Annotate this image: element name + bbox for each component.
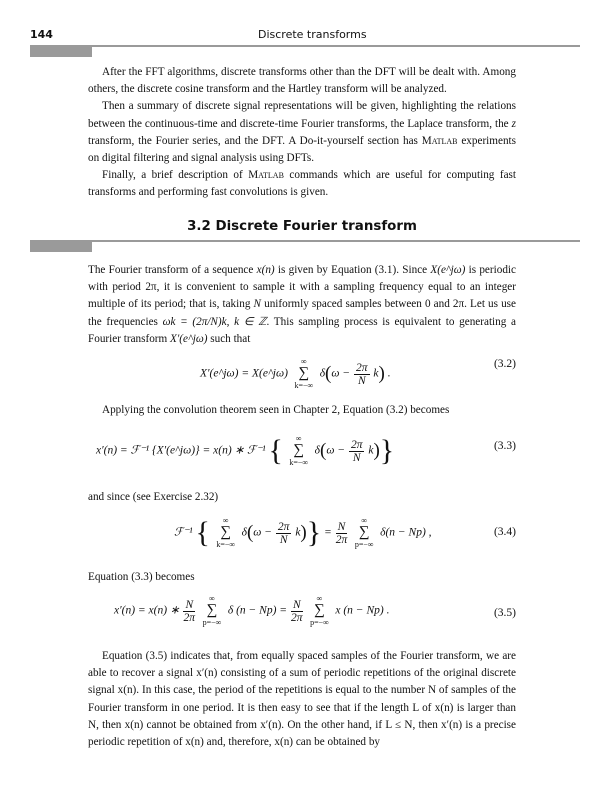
- intro-paragraph-1: After the FFT algorithms, discrete transforms other than the DFT will be dealt with. Among others, the discrete cosine transform and the Hartley transform will be analyzed.: [88, 66, 516, 96]
- equation-number: (3.4): [493, 526, 516, 538]
- equation-3-3: x′(n) = ℱ⁻¹ {X′(e^jω)} = x(n) ∗ ℱ⁻¹ { ∞ ∑ k=−∞ δ(ω − $\frac{2\pi}{N}$ k)} (3.3): [96, 434, 516, 467]
- summation: ∞ ∑ k=−∞: [289, 434, 309, 467]
- paragraph-interpretation: Equation (3.5) indicates that, from equally spaced samples of the Fourier transform, we are able to recover a signal x′(n) consisting of a sum of periodic repetitions of the original discrete signal x(n). In this case, the period of the repetitions is equal to the number N of samples of the Fourier transform in one period. It is then easy to see that if the length L of x(n) is larger than N, then x(n) cannot be obtained from x′(n). On the other hand, if L ≤ N, then x′(n) is a precise periodic repetition of x(n) and, therefore, x(n) can be obtained by: [88, 650, 516, 749]
- equation-number: (3.5): [493, 607, 516, 619]
- equation-number: (3.2): [493, 358, 516, 370]
- intro-paragraph-3: Finally, a brief description of Matlab commands which are useful for computing fast transforms and performing fast convolutions is given.: [88, 169, 516, 199]
- running-header: [0, 28, 608, 44]
- paragraph-exercise: and since (see Exercise 2.32): [88, 491, 219, 503]
- fraction: $\frac{N}{2\pi}$: [335, 520, 348, 546]
- fraction: $\frac{N}{2\pi}$: [183, 598, 196, 624]
- summation: ∞ ∑ p=−∞: [202, 594, 222, 627]
- summation: ∞ ∑ p=−∞: [310, 594, 329, 627]
- page-number: 144: [30, 28, 53, 41]
- section-title: 3.2 Discrete Fourier transform: [187, 219, 417, 234]
- paragraph-becomes: Equation (3.3) becomes: [88, 571, 195, 583]
- paragraph-convolution: Applying the convolution theorem seen in Chapter 2, Equation (3.2) becomes: [102, 404, 450, 416]
- header-tab: [30, 47, 92, 57]
- equation-3-5: x′(n) = x(n) ∗ $\frac{N}{2\pi}$ ∞ ∑ p=−∞ δ (n − Np) = $\frac{N}{2\pi}$ ∞ ∑ p=−∞ x (n − Np) . (3.5): [114, 594, 516, 627]
- fraction: $\frac{N}{2\pi}$: [291, 598, 303, 624]
- equation-3-4: ℱ⁻¹ { ∞ ∑ k=−∞ δ(ω − $\frac{2\pi}{N}$ k)} = $\frac{N}{2\pi}$ ∞ ∑ p=−∞ δ(n − Np) , (3.4): [174, 516, 516, 549]
- section-rule: [30, 240, 580, 242]
- summation: ∞ ∑ k=−∞: [294, 357, 314, 390]
- section-tab: [30, 242, 92, 252]
- intro-text: [88, 64, 516, 202]
- fraction: $\frac{2\pi}{N}$: [356, 361, 368, 387]
- intro-paragraph-2: Then a summary of discrete signal representations will be given, highlighting the relations between the continuous-time and discrete-time Fourier transforms, the Laplace transform, the z transform, the Fourier series, and the DFT. A Do-it-yourself section has Matlab experiments on digital filtering and signal analysis using DFTs.: [88, 100, 516, 165]
- equation-number: (3.3): [493, 440, 516, 452]
- summation: ∞ ∑ k=−∞: [216, 516, 236, 549]
- equation-3-2: X′(e^jω) = X(e^jω) ∞ ∑ k=−∞ δ(ω − $\frac{2\pi}{N}$ k) . (3.2): [200, 357, 516, 390]
- fraction: $\frac{2\pi}{N}$: [277, 520, 290, 546]
- header-rule: [30, 45, 580, 47]
- summation: ∞ ∑ p=−∞: [354, 516, 374, 549]
- running-title: Discrete transforms: [258, 28, 367, 41]
- paragraph-fourier: The Fourier transform of a sequence x(n) is given by Equation (3.1). Since X(e^jω) is periodic with period 2π, it is convenient to sample it with a sampling frequency equal to an integer multiple of its period; that is, taking N uniformly spaced samples between 0 and 2π. Let us use the frequencies ωk = (2π/N)k, k ∈ ℤ. This sampling process is equivalent to generating a Fourier transform X′(e^jω) such that: [88, 264, 517, 345]
- fraction: $\frac{2\pi}{N}$: [350, 438, 363, 464]
